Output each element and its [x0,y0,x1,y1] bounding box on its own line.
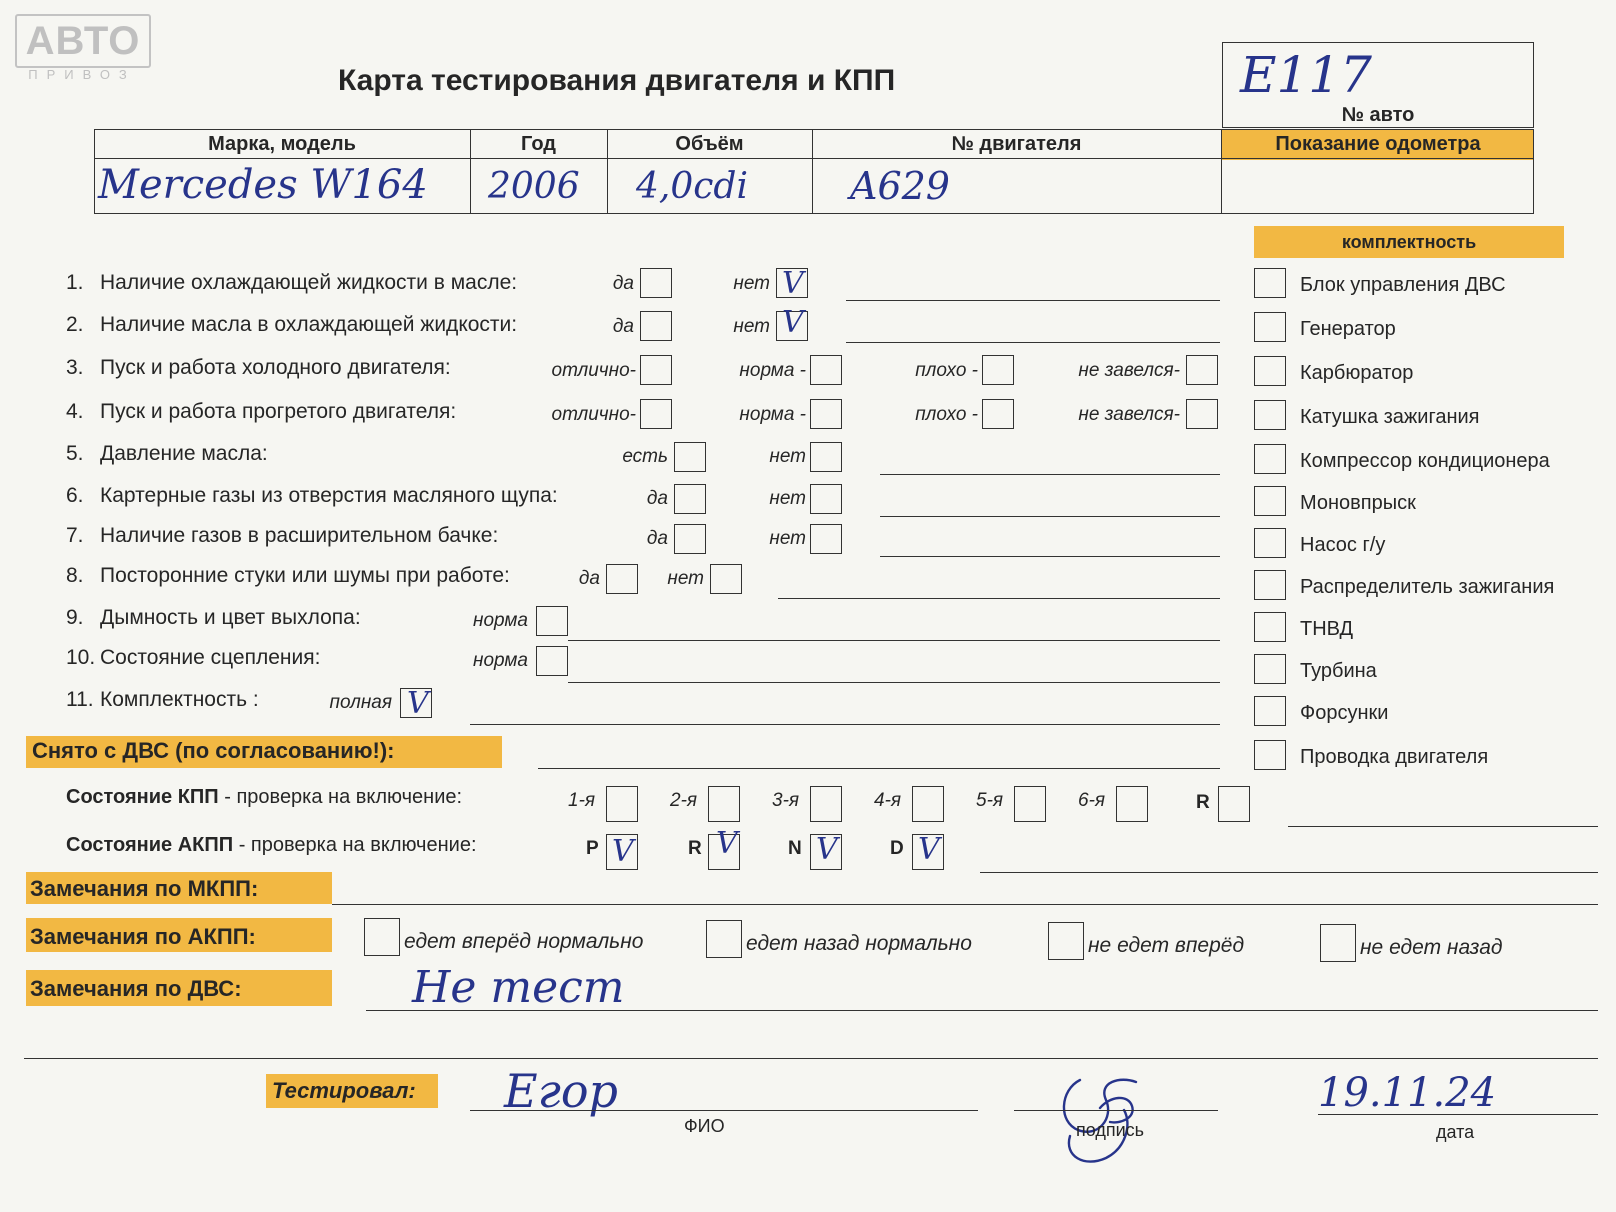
gear-6-checkbox[interactable] [1116,786,1148,822]
question-8: 8. Посторонние стуки или шумы при работе: [66,564,510,587]
date-label: дата [1436,1122,1475,1142]
akpp-note-line [980,872,1598,873]
gear-5-checkbox[interactable] [1014,786,1046,822]
q1-note-line [846,300,1220,301]
q8-no-checkbox[interactable] [710,564,742,594]
equip-item-5: Компрессор кондиционера [1300,450,1550,472]
akpp-forward-ok-label: едет вперёд нормально [404,930,644,953]
q2-no-checkmark: V [782,305,804,340]
q8-yes-checkbox[interactable] [606,564,638,594]
mode-r-label: R [688,838,702,859]
q4-excellent-label: отлично- [551,404,636,425]
logo-subtitle: ПРИВОЗ [28,67,136,82]
q6-yes-label: да [646,488,668,509]
q6-no-checkbox[interactable] [810,484,842,514]
gear-2-checkbox[interactable] [708,786,740,822]
equip-item-4: Катушка зажигания [1300,406,1480,428]
fio-line [470,1110,978,1111]
q4-excellent-checkbox[interactable] [640,399,672,429]
akpp-remarks-label: Замечания по АКПП: [30,924,256,949]
removed-label: Снято с ДВС (по согласованию!): [32,738,395,763]
sign-label: подпись [1076,1120,1145,1140]
equip-checkbox-11[interactable] [1254,696,1286,726]
header-divider [94,158,1534,159]
q3-excellent-label: отлично- [551,360,636,381]
akpp-no-back-label: не едет назад [1360,936,1503,959]
q8-no-label: нет [667,568,704,589]
fio-label: ФИО [684,1116,725,1136]
q1-no-label: нет [733,273,770,294]
kpp-label: Состояние КПП - проверка на включение: [66,786,463,808]
q8-yes-label: да [578,568,600,589]
q3-normal-checkbox[interactable] [810,355,842,385]
gear-2-label: 2-я [670,790,698,811]
equip-checkbox-10[interactable] [1254,654,1286,684]
question-6: 6. Картерные газы из отверстия масляного щупа: [66,484,558,507]
equip-checkbox-12[interactable] [1254,740,1286,770]
q3-nostart-label: не завелся- [1078,360,1180,381]
equip-checkbox-6[interactable] [1254,486,1286,516]
year-value: 2006 [488,166,580,207]
date-value: 19.11.24 [1318,1070,1497,1116]
q4-normal-checkbox[interactable] [810,399,842,429]
q3-bad-label: плохо - [915,360,978,381]
question-7: 7. Наличие газов в расширительном бачке: [66,524,499,547]
odometer-header: Показание одометра [1275,133,1481,155]
volume-header: Объём [675,133,744,155]
q4-nostart-label: не завелся- [1078,404,1180,425]
tester-name-value: Егор [504,1064,618,1118]
question-2: 2. Наличие масла в охлаждающей жидкости: [66,313,518,336]
mkpp-remarks-label: Замечания по МКПП: [30,876,259,901]
q5-no-checkbox[interactable] [810,442,842,472]
equipment-title: комплектность [1341,232,1477,252]
equip-item-12: Проводка двигателя [1300,746,1489,768]
q4-bad-label: плохо - [915,404,978,425]
mode-n-label: N [788,838,802,859]
equip-checkbox-9[interactable] [1254,612,1286,642]
mode-p-checkmark: V [612,834,634,869]
extra-line [24,1058,1598,1059]
brand-header: Марка, модель [208,133,356,155]
equip-checkbox-7[interactable] [1254,528,1286,558]
question-3: 3. Пуск и работа холодного двигателя: [66,356,451,379]
mode-n-checkmark: V [816,832,838,867]
gear-r-checkbox[interactable] [1218,786,1250,822]
mode-d-checkmark: V [918,832,940,867]
car-number-value: E117 [1240,46,1372,104]
question-1: 1. Наличие охлаждающей жидкости в масле: [66,271,518,294]
q10-normal-checkbox[interactable] [536,646,568,676]
equip-item-9: ТНВД [1300,618,1354,640]
q11-full-label: полная [329,692,392,713]
q3-bad-checkbox[interactable] [982,355,1014,385]
q9-note-line [568,640,1220,641]
question-10: 10. Состояние сцепления: [66,646,321,669]
q11-note-line [470,724,1220,725]
akpp-label: Состояние АКПП - проверка на включение: [66,834,477,856]
mode-d-label: D [890,838,904,859]
gear-4-checkbox[interactable] [912,786,944,822]
equip-item-10: Турбина [1300,660,1377,682]
gear-3-checkbox[interactable] [810,786,842,822]
car-number-label: № авто [1341,104,1415,126]
mkpp-remarks-line [332,904,1598,905]
q10-note-line [568,682,1220,683]
akpp-back-ok-checkbox[interactable] [706,920,742,958]
dvs-remarks-line [366,1010,1598,1011]
q2-yes-checkbox[interactable] [640,311,672,341]
engine-header: № двигателя [951,133,1082,155]
date-line [1318,1114,1598,1115]
gear-3-label: 3-я [772,790,800,811]
akpp-no-forward-checkbox[interactable] [1048,922,1084,960]
q6-yes-checkbox[interactable] [674,484,706,514]
q7-note-line [880,556,1220,557]
q5-no-label: нет [769,446,806,467]
q1-yes-label: да [612,273,634,294]
question-4: 4. Пуск и работа прогретого двигателя: [66,400,457,423]
gear-4-label: 4-я [874,790,902,811]
q7-no-checkbox[interactable] [810,524,842,554]
brand-value: Mercedes W164 [98,162,428,208]
question-9: 9. Дымность и цвет выхлопа: [66,606,361,629]
q2-note-line [846,342,1220,343]
q1-yes-checkbox[interactable] [640,268,672,298]
q5-present-label: есть [622,446,668,467]
q8-note-line [778,598,1220,599]
equip-checkbox-8[interactable] [1254,570,1286,600]
q1-no-checkmark: V [782,266,804,301]
removed-note-line [538,768,1220,769]
akpp-no-back-checkbox[interactable] [1320,924,1356,962]
engine-value: A629 [850,164,950,208]
page-title: Карта тестирования двигателя и КПП [338,64,896,97]
avtoprivoz-logo: АВТО [15,14,151,68]
q6-note-line [880,516,1220,517]
q11-full-checkmark: V [407,686,429,721]
tested-label: Тестировал: [272,1078,416,1103]
q5-present-checkbox[interactable] [674,442,706,472]
kpp-note-line [1288,826,1598,827]
question-11: 11. Комплектность : [66,688,259,711]
q2-yes-label: да [612,316,634,337]
q7-yes-checkbox[interactable] [674,524,706,554]
equip-checkbox-5[interactable] [1254,444,1286,474]
equip-item-3: Карбюратор [1300,362,1414,384]
q7-yes-label: да [646,528,668,549]
dvs-remarks-label: Замечания по ДВС: [30,976,242,1001]
sign-line [1014,1110,1218,1111]
q3-normal-label: норма - [739,360,806,381]
akpp-back-ok-label: едет назад нормально [746,932,972,955]
year-header: Год [521,133,556,155]
mode-p-label: P [586,838,599,859]
mode-r-checkmark: V [716,826,738,861]
equip-checkbox-1[interactable] [1254,268,1286,298]
equip-item-2: Генератор [1300,318,1396,340]
q5-note-line [880,474,1220,475]
gear-r-label: R [1196,792,1210,813]
akpp-forward-ok-checkbox[interactable] [364,918,400,956]
q7-no-label: нет [769,528,806,549]
question-5: 5. Давление масла: [66,442,268,465]
q3-excellent-checkbox[interactable] [640,355,672,385]
equip-checkbox-2[interactable] [1254,312,1286,342]
gear-1-checkbox[interactable] [606,786,638,822]
gear-1-label: 1-я [568,790,596,811]
q4-nostart-checkbox[interactable] [1186,399,1218,429]
q10-normal-label: норма [473,650,528,671]
equip-item-6: Моновпрыск [1300,492,1416,514]
gear-5-label: 5-я [976,790,1004,811]
equip-item-11: Форсунки [1300,702,1389,724]
q6-no-label: нет [769,488,806,509]
equip-item-1: Блок управления ДВС [1300,274,1506,296]
q4-bad-checkbox[interactable] [982,399,1014,429]
q3-nostart-checkbox[interactable] [1186,355,1218,385]
dvs-remarks-value: Не тест [412,962,625,1013]
akpp-no-forward-label: не едет вперёд [1088,934,1245,957]
q2-no-label: нет [733,316,770,337]
signature-image [1040,1060,1170,1170]
equip-item-8: Распределитель зажигания [1300,576,1555,598]
q9-normal-label: норма [473,610,528,631]
equip-checkbox-3[interactable] [1254,356,1286,386]
volume-value: 4,0cdi [636,166,748,207]
q9-normal-checkbox[interactable] [536,606,568,636]
gear-6-label: 6-я [1078,790,1106,811]
equip-checkbox-4[interactable] [1254,400,1286,430]
q4-normal-label: норма - [739,404,806,425]
equip-item-7: Насос г/у [1300,534,1386,556]
